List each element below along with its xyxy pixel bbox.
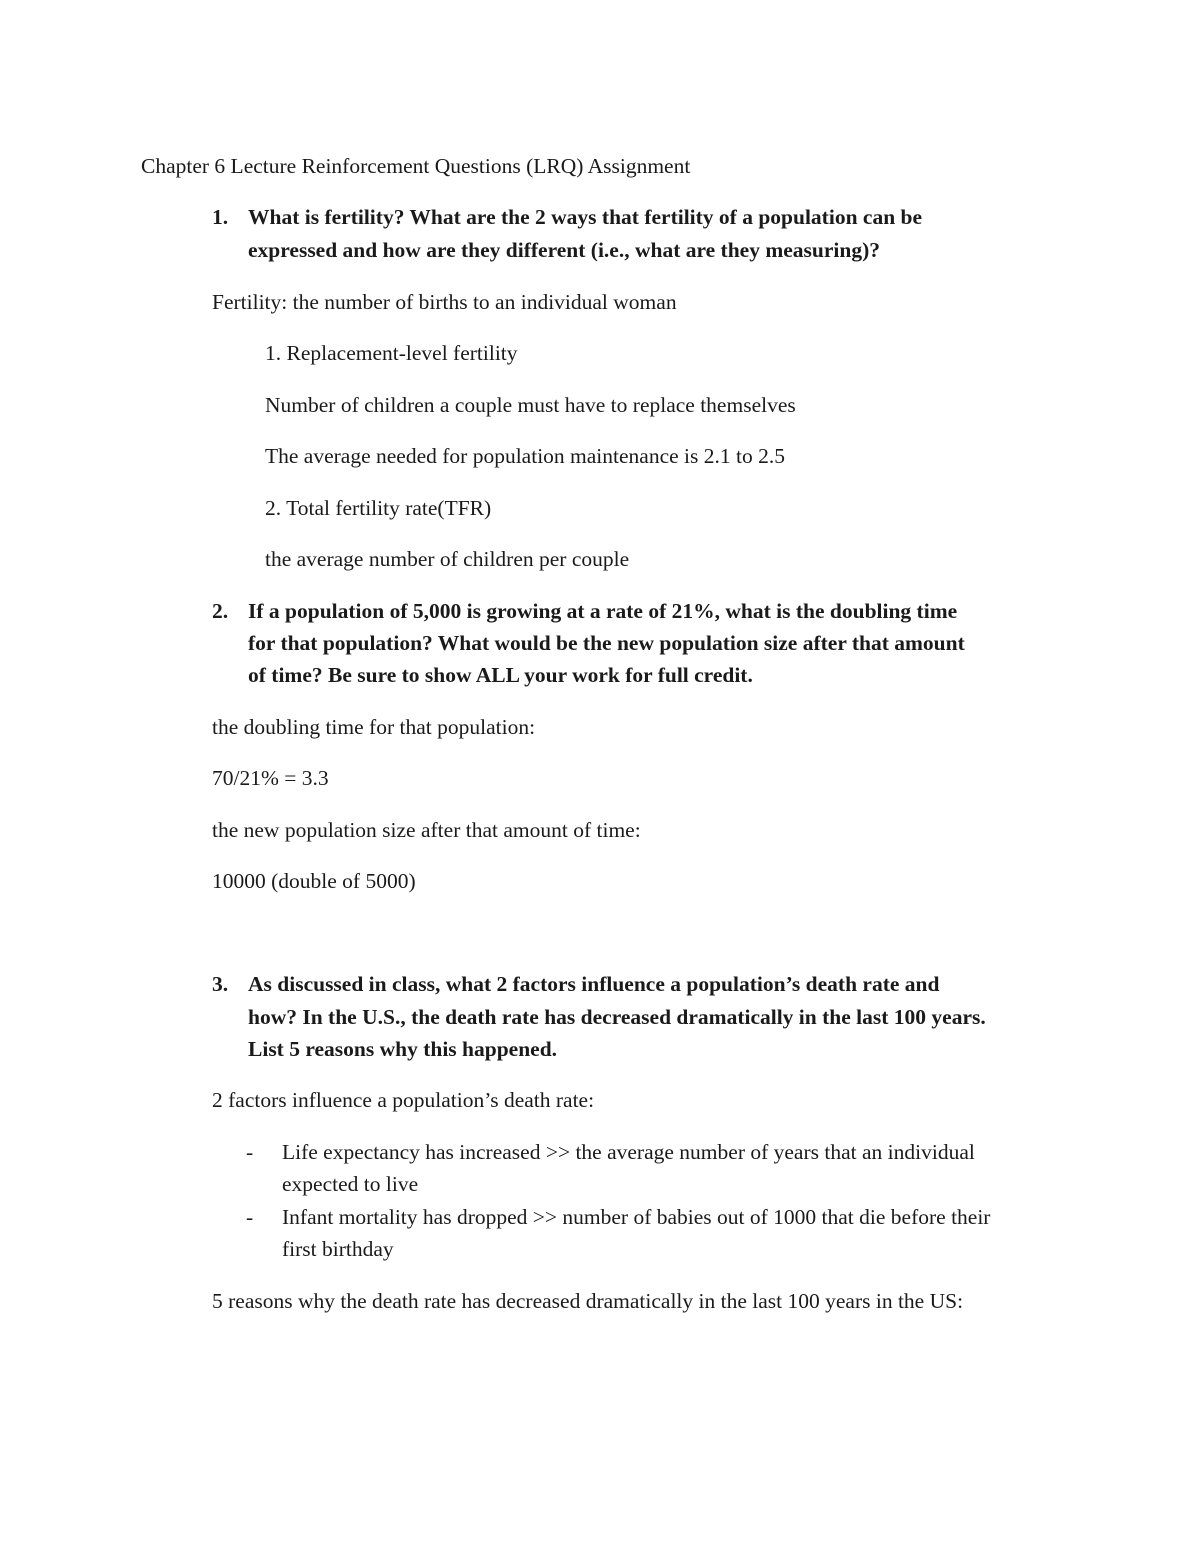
answer-1-item-1-title: 1. Replacement-level fertility bbox=[265, 341, 518, 365]
question-3-text-line-1: As discussed in class, what 2 factors influence a population’s death rate and bbox=[248, 972, 940, 996]
answer-1-item-1-line-1: Number of children a couple must have to replace themselves bbox=[265, 393, 796, 417]
question-2-text-line-3: of time? Be sure to show ALL your work for full credit. bbox=[248, 663, 753, 687]
question-1-number: 1. bbox=[212, 205, 229, 229]
answer-1-definition: Fertility: the number of births to an individual woman bbox=[212, 290, 677, 314]
answer-2-label-2: the new population size after that amount of time: bbox=[212, 818, 641, 842]
answer-3-reasons-intro: 5 reasons why the death rate has decreased dramatically in the last 100 years in the US: bbox=[212, 1289, 964, 1313]
bullet-marker: - bbox=[246, 1205, 254, 1229]
answer-2-result: 10000 (double of 5000) bbox=[212, 869, 416, 893]
document-title: Chapter 6 Lecture Reinforcement Questions (LRQ) Assignment bbox=[141, 154, 691, 178]
answer-1-item-2-title: 2. Total fertility rate(TFR) bbox=[265, 496, 492, 520]
answer-3-bullet-2-line-2: first birthday bbox=[282, 1237, 394, 1261]
answer-3-intro: 2 factors influence a population’s death rate: bbox=[212, 1088, 595, 1112]
question-1-text-line-1: What is fertility? What are the 2 ways that fertility of a population can be bbox=[248, 205, 923, 229]
question-2-text-line-1: If a population of 5,000 is growing at a rate of 21%, what is the doubling time bbox=[248, 599, 958, 623]
question-3-text-line-2: how? In the U.S., the death rate has decreased dramatically in the last 100 years. bbox=[248, 1005, 986, 1029]
answer-3-bullet-1-line-1: Life expectancy has increased >> the average number of years that an individual bbox=[282, 1140, 975, 1164]
bullet-marker: - bbox=[246, 1140, 254, 1164]
answer-1-item-1-line-2: The average needed for population maintenance is 2.1 to 2.5 bbox=[265, 444, 785, 468]
answer-2-calculation: 70/21% = 3.3 bbox=[212, 766, 329, 790]
answer-1-item-2-line-1: the average number of children per couple bbox=[265, 547, 630, 571]
answer-3-bullet-2-line-1: Infant mortality has dropped >> number of babies out of 1000 that die before their bbox=[282, 1205, 991, 1229]
question-3-number: 3. bbox=[212, 972, 229, 996]
answer-2-label-1: the doubling time for that population: bbox=[212, 715, 536, 739]
question-1-text-line-2: expressed and how are they different (i.e., what are they measuring)? bbox=[248, 238, 881, 262]
answer-3-bullet-1-line-2: expected to live bbox=[282, 1172, 419, 1196]
question-2-text-line-2: for that population? What would be the new population size after that amount bbox=[248, 631, 965, 655]
question-2-number: 2. bbox=[212, 599, 229, 623]
question-3-text-line-3: List 5 reasons why this happened. bbox=[248, 1037, 558, 1061]
